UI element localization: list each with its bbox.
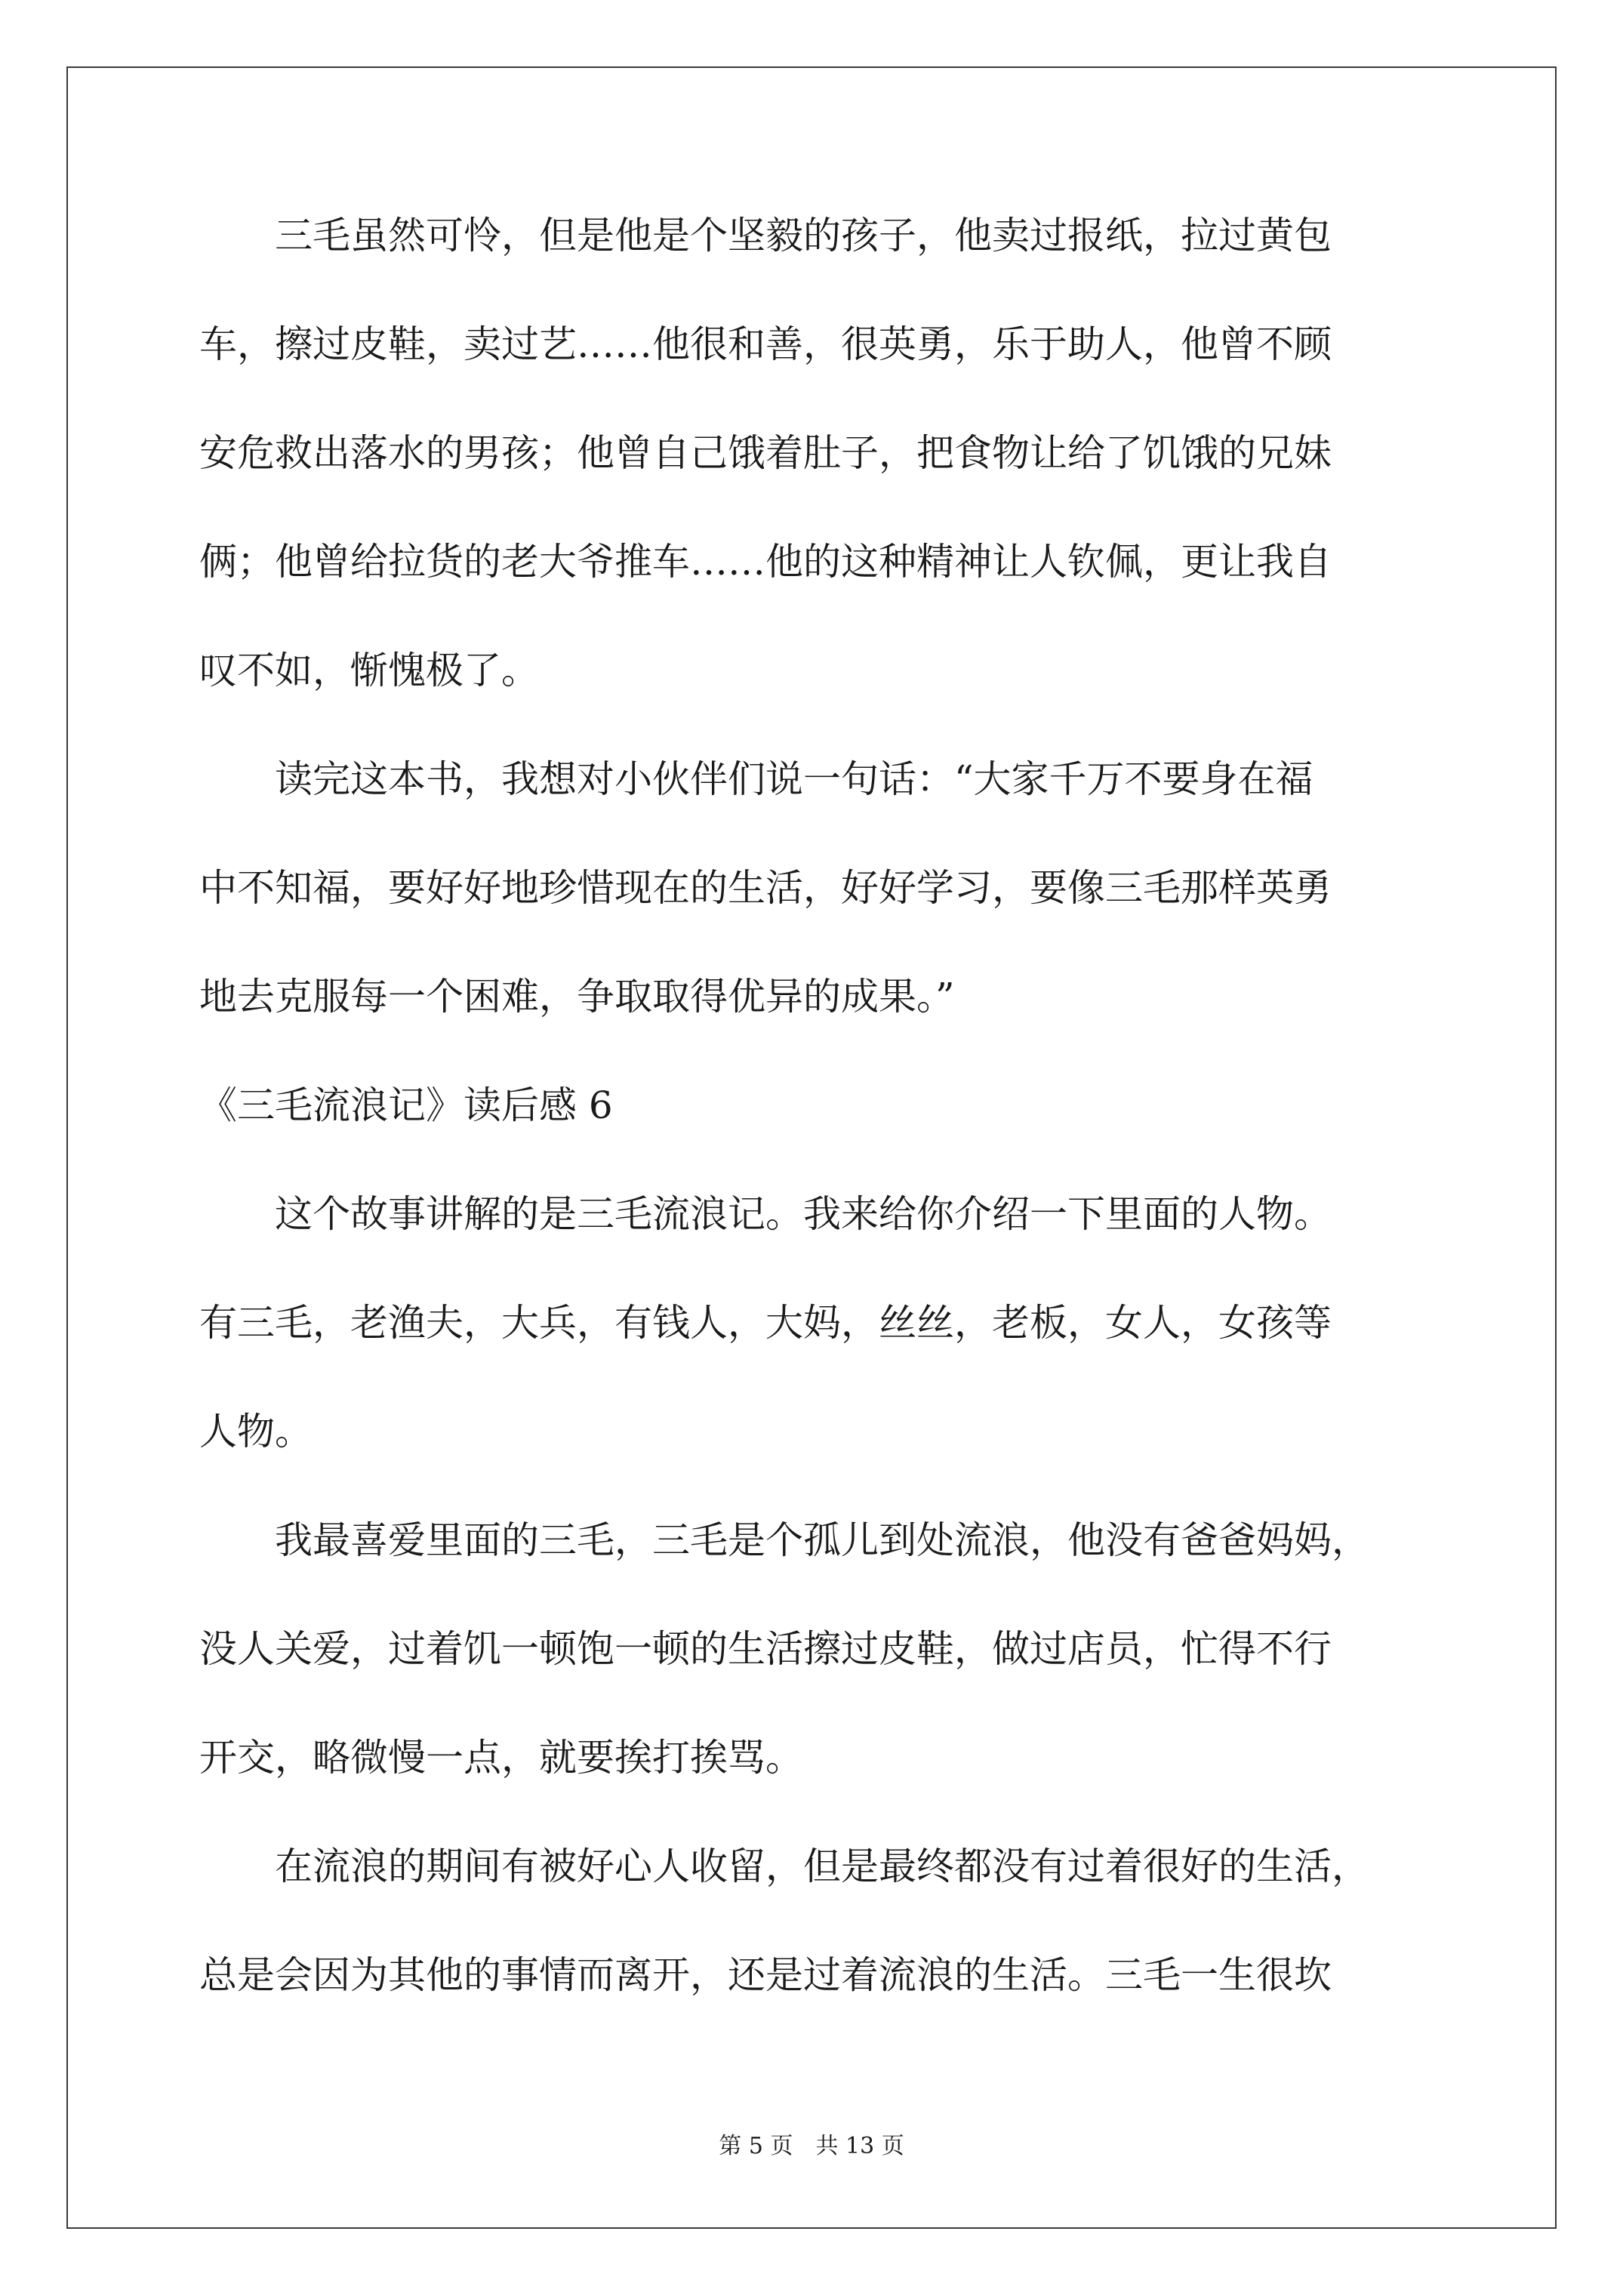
- text-line: 我最喜爱里面的三毛，三毛是个孤儿到处流浪，他没有爸爸妈妈，: [199, 1518, 1369, 1562]
- text-line: 中不知福，要好好地珍惜现在的生活，好好学习，要像三毛那样英勇: [199, 866, 1332, 910]
- text-line: 车，擦过皮鞋，卖过艺……他很和善，很英勇，乐于助人，他曾不顾: [199, 322, 1332, 366]
- text-line: 总是会因为其他的事情而离开，还是过着流浪的生活。三毛一生很坎: [199, 1953, 1332, 1997]
- text-line: 没人关爱，过着饥一顿饱一顿的生活擦过皮鞋，做过店员，忙得不行: [199, 1627, 1332, 1671]
- text-line: 有三毛，老渔夫，大兵，有钱人，大妈，丝丝，老板，女人，女孩等: [199, 1301, 1332, 1345]
- text-line: 在流浪的期间有被好心人收留，但是最终都没有过着很好的生活，: [199, 1845, 1369, 1888]
- text-line: 读完这本书，我想对小伙伴们说一句话：“大家千万不要身在福: [199, 757, 1313, 801]
- page-number: 第 5 页 共 13 页: [719, 2133, 904, 2159]
- page-border: [66, 66, 1557, 2229]
- text-line: 人物。: [199, 1410, 313, 1453]
- section-heading: 《三毛流浪记》读后感 6: [199, 1083, 613, 1127]
- text-line: 安危救出落水的男孩；他曾自己饿着肚子，把食物让给了饥饿的兄妹: [199, 431, 1332, 475]
- text-line: 叹不如，惭愧极了。: [199, 649, 539, 692]
- text-line: 三毛虽然可怜，但是他是个坚毅的孩子，他卖过报纸，拉过黄包: [199, 214, 1332, 257]
- text-line: 这个故事讲解的是三毛流浪记。我来给你介绍一下里面的人物。: [199, 1192, 1332, 1236]
- text-line: 地去克服每一个困难，争取取得优异的成果。”: [199, 975, 955, 1019]
- text-line: 俩；他曾给拉货的老大爷推车……他的这种精神让人钦佩，更让我自: [199, 540, 1332, 584]
- text-line: 开交，略微慢一点，就要挨打挨骂。: [199, 1736, 803, 1780]
